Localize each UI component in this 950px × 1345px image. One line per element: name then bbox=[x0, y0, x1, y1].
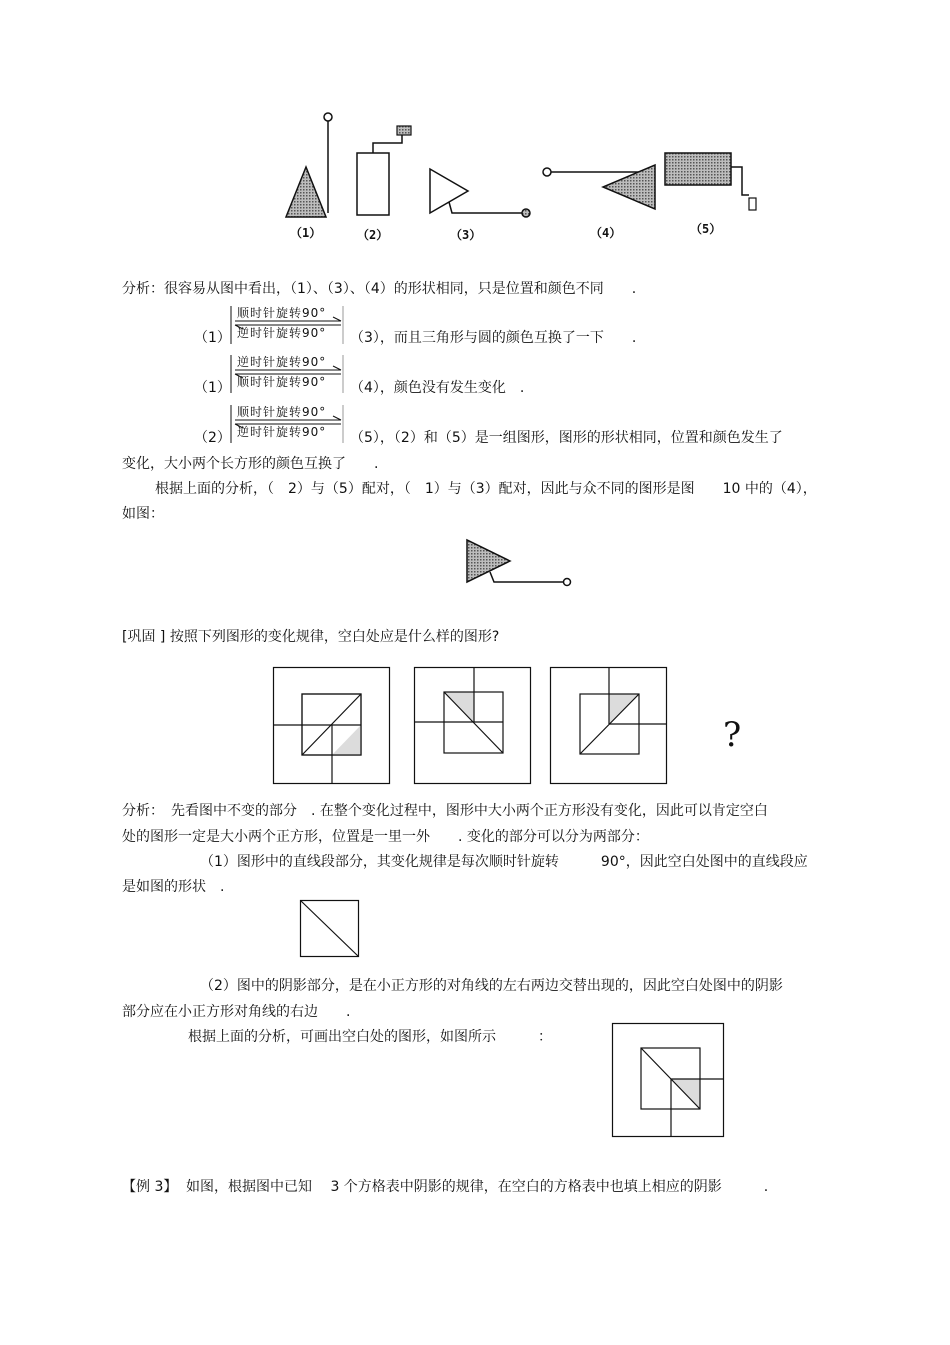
answer-square-figure bbox=[612, 1023, 726, 1139]
analysis1-continuation: 变化，大小两个长方形的颜色互换了 . bbox=[122, 456, 379, 472]
row2-left: （1） bbox=[194, 380, 231, 396]
figure-label-2: （2） bbox=[357, 228, 389, 242]
answer-figure-4 bbox=[462, 535, 574, 591]
row1-right: （3），而且三角形与圆的颜色互换了一下 . bbox=[350, 330, 637, 346]
analysis2-p2b: 是如图的形状 . bbox=[122, 879, 225, 895]
figure-label-5: （5） bbox=[690, 222, 722, 236]
consolidate-title: [巩固 ] 按照下列图形的变化规律，空白处应是什么样的图形? bbox=[122, 629, 500, 645]
row1-arrow bbox=[231, 304, 343, 344]
pattern-square-1 bbox=[273, 667, 391, 785]
figure-label-4: （4） bbox=[590, 226, 622, 240]
line-segment-figure bbox=[300, 900, 362, 958]
shape-3 bbox=[430, 169, 530, 217]
analysis1-conclusion: 根据上面的分析，（ 2）与（5）配对，（ 1）与（3）配对，因此与众不同的图形是图 10 中的（4）， bbox=[155, 481, 817, 497]
figure-label-1: （1） bbox=[290, 226, 322, 240]
analysis2-p2a: （1）图形中的直线段部分，其变化规律是每次顺时针旋转 90°，因此空白处图中的直线段应 bbox=[200, 854, 808, 870]
analysis2-p1a: 分析： 先看图中不变的部分 . 在整个变化过程中，图形中大小两个正方形没有变化，因此可以肯定空白 bbox=[122, 803, 768, 819]
analysis2-p3b: 部分应在小正方形对角线的右边 . bbox=[122, 1004, 351, 1020]
pattern-square-2 bbox=[414, 667, 532, 785]
pattern-square-3 bbox=[550, 667, 668, 785]
row3-arrow-top: 顺时针旋转90° bbox=[237, 405, 327, 419]
analysis2-p3a: （2）图中的阴影部分，是在小正方形的对角线的左右两边交替出现的，因此空白处图中的阴影 bbox=[200, 978, 783, 994]
row3-arrow-bottom: 逆时针旋转90° bbox=[237, 425, 327, 439]
analysis2-p1b: 处的图形一定是大小两个正方形，位置是一里一外 . 变化的部分可以分为两部分： bbox=[122, 829, 649, 845]
analysis1-conclusion-cont: 如图： bbox=[122, 506, 164, 522]
row1-arrow-top: 顺时针旋转90° bbox=[237, 306, 327, 320]
row3-arrow bbox=[231, 403, 343, 443]
row2-arrow-top: 逆时针旋转90° bbox=[237, 355, 327, 369]
analysis2-p4: 根据上面的分析，可画出空白处的图形，如图所示 ： bbox=[188, 1029, 552, 1045]
row2-arrow-bottom: 顺时针旋转90° bbox=[237, 375, 327, 389]
row3-right: （5），（2）和（5）是一组图形，图形的形状相同，位置和颜色发生了 bbox=[350, 430, 783, 446]
example3-label: 【例 3】 bbox=[122, 1179, 178, 1195]
row2-right: （4），颜色没有发生变化 . bbox=[350, 380, 525, 396]
example3-text: 如图，根据图中已知 3 个方格表中阴影的规律，在空白的方格表中也填上相应的阴影 . bbox=[186, 1179, 769, 1195]
row1-arrow-bottom: 逆时针旋转90° bbox=[237, 326, 327, 340]
question-mark: ? bbox=[723, 715, 742, 755]
row2-arrow bbox=[231, 353, 343, 393]
shape-2 bbox=[357, 126, 411, 215]
figure-label-3: （3） bbox=[450, 228, 482, 242]
shape-1 bbox=[270, 105, 332, 217]
shape-5 bbox=[665, 153, 756, 210]
row3-left: （2） bbox=[194, 430, 231, 446]
row1-left: （1） bbox=[194, 330, 231, 346]
shape-4 bbox=[543, 165, 655, 209]
analysis1-line1: 分析：很容易从图中看出，（1）、（3）、（4）的形状相同，只是位置和颜色不同 . bbox=[122, 281, 637, 297]
